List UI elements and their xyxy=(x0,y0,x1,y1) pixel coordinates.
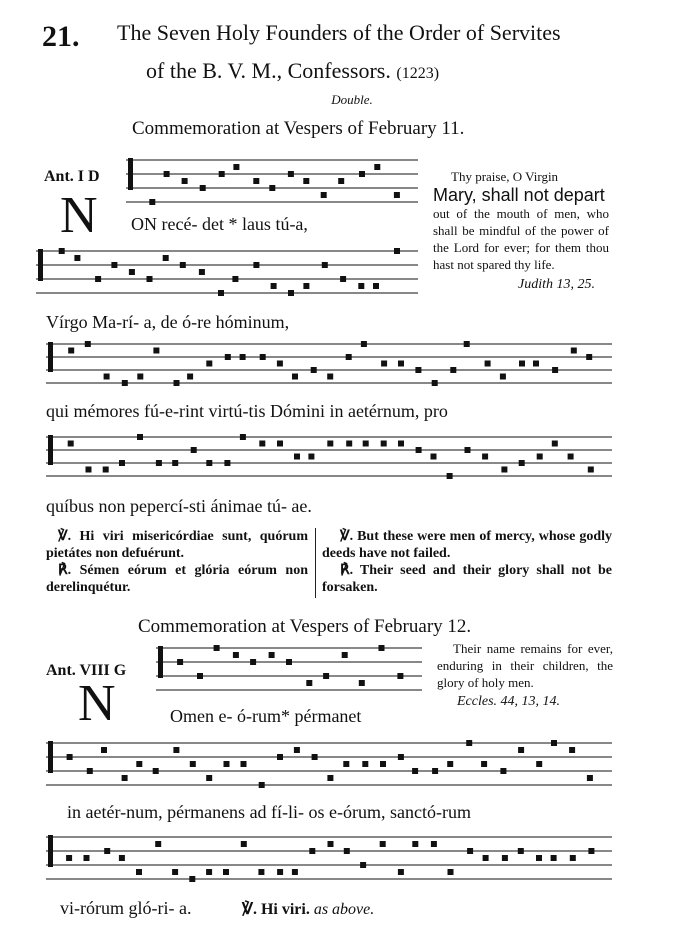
neume xyxy=(394,248,400,254)
neume xyxy=(190,761,196,767)
neume xyxy=(323,673,329,679)
neume xyxy=(416,447,422,453)
neume xyxy=(86,467,92,473)
neume xyxy=(182,178,188,184)
neume xyxy=(312,754,318,760)
neume xyxy=(327,775,333,781)
neume xyxy=(241,841,247,847)
neume xyxy=(187,374,193,380)
neume xyxy=(137,374,143,380)
neume xyxy=(259,782,265,788)
neume xyxy=(206,460,212,466)
neume xyxy=(467,848,473,854)
section1-initial: N xyxy=(60,187,98,244)
neume xyxy=(398,441,404,447)
neume xyxy=(277,441,283,447)
feast-title-line2-text: of the B. V. M., Confessors. xyxy=(146,58,391,83)
neume xyxy=(398,361,404,367)
feast-year: (1223) xyxy=(396,65,440,82)
section2-lyric-3: vi-rórum gló-ri- a. xyxy=(60,898,192,918)
neume xyxy=(321,192,327,198)
neume xyxy=(552,367,558,373)
neume xyxy=(308,454,314,460)
neume xyxy=(277,869,283,875)
neume xyxy=(588,848,594,854)
response-latin: ℟. Sémen eórum et glória eórum non derelinquétur. xyxy=(46,563,308,595)
neume xyxy=(277,361,283,367)
neume xyxy=(552,441,558,447)
feast-rank: Double. xyxy=(331,92,373,107)
neume xyxy=(359,171,365,177)
section2-initial: N xyxy=(78,675,116,732)
neume xyxy=(586,354,592,360)
feast-title-line1: The Seven Holy Founders of the Order of Servites xyxy=(117,20,561,45)
neume xyxy=(253,178,259,184)
neume xyxy=(306,680,312,686)
neume xyxy=(412,768,418,774)
neume xyxy=(412,841,418,847)
neume xyxy=(415,367,421,373)
neume xyxy=(342,652,348,658)
neume xyxy=(322,262,328,268)
neume xyxy=(485,361,491,367)
neume xyxy=(360,862,366,868)
neume xyxy=(122,775,128,781)
neume xyxy=(536,855,542,861)
neume xyxy=(189,876,195,882)
neume xyxy=(394,192,400,198)
neume xyxy=(448,869,454,875)
section1-translation xyxy=(433,168,609,293)
neume xyxy=(568,454,574,460)
neume xyxy=(328,841,334,847)
section2-translation xyxy=(437,640,613,710)
neume xyxy=(149,199,155,205)
neume xyxy=(464,341,470,347)
neume xyxy=(253,262,259,268)
neume xyxy=(381,361,387,367)
section2-versicle-ref-text: ℣. Hi viri. xyxy=(242,901,310,918)
neume xyxy=(358,283,364,289)
neume xyxy=(519,361,525,367)
section1-translation-rest: out of the mouth of men, who shall be mindful of the power of the Lord for ever; for them thou hast not spared thy life. xyxy=(433,206,609,272)
neume xyxy=(191,447,197,453)
neume xyxy=(85,341,91,347)
clef xyxy=(128,158,133,190)
neume xyxy=(569,747,575,753)
neume xyxy=(431,841,437,847)
neume xyxy=(432,380,438,386)
neume xyxy=(588,467,594,473)
neume xyxy=(111,262,117,268)
neume xyxy=(224,761,230,767)
neume xyxy=(259,441,265,447)
neume xyxy=(500,768,506,774)
neume xyxy=(398,754,404,760)
neume xyxy=(122,380,128,386)
neume xyxy=(380,761,386,767)
response-english: ℟. Their seed and their glory shall not be forsaken. xyxy=(322,563,612,595)
neume xyxy=(286,659,292,665)
neume xyxy=(501,467,507,473)
neume xyxy=(294,747,300,753)
neume xyxy=(233,652,239,658)
clef xyxy=(38,249,43,281)
neume xyxy=(466,740,472,746)
neume xyxy=(206,775,212,781)
neume xyxy=(95,276,101,282)
neume xyxy=(240,434,246,440)
versicles-latin xyxy=(46,528,308,596)
neume xyxy=(119,460,125,466)
neume xyxy=(518,848,524,854)
neume xyxy=(74,255,80,261)
neume xyxy=(104,848,110,854)
neume xyxy=(129,269,135,275)
section2-versicle-ref xyxy=(242,899,374,919)
neume xyxy=(199,269,205,275)
neume xyxy=(344,848,350,854)
neume xyxy=(362,761,368,767)
neume xyxy=(67,754,73,760)
neume xyxy=(271,283,277,289)
neume xyxy=(103,467,109,473)
section1-heading: Commemoration at Vespers of February 11. xyxy=(132,118,465,139)
neume xyxy=(200,185,206,191)
neume xyxy=(294,454,300,460)
neume xyxy=(292,374,298,380)
section1-translation-line2: Mary, shall not depart xyxy=(433,185,605,205)
clef xyxy=(48,835,53,867)
neume xyxy=(303,283,309,289)
neume xyxy=(303,178,309,184)
neume xyxy=(431,454,437,460)
neume xyxy=(156,460,162,466)
neume xyxy=(346,441,352,447)
section1-lyric-2: Vírgo Ma-rí- a, de ó-re hóminum, xyxy=(46,312,290,332)
section2-lyric-1: Omen e- ó-rum* pérmanet xyxy=(170,706,362,726)
section2-lyric-2: in aetér-num, pérmanens ad fí-li- os e-órum, sanctó-rum xyxy=(67,802,471,822)
clef xyxy=(158,646,163,678)
neume xyxy=(311,367,317,373)
neume xyxy=(87,768,93,774)
neume xyxy=(101,747,107,753)
neume xyxy=(519,460,525,466)
neume xyxy=(374,164,380,170)
neume xyxy=(343,761,349,767)
neume xyxy=(288,290,294,296)
neume xyxy=(340,276,346,282)
neume xyxy=(206,869,212,875)
neume xyxy=(163,255,169,261)
neume xyxy=(277,754,283,760)
neume xyxy=(153,768,159,774)
section1-translation-line1: Thy praise, O Virgin xyxy=(451,169,559,184)
neume xyxy=(250,659,256,665)
neume xyxy=(197,673,203,679)
neume xyxy=(147,276,153,282)
neume xyxy=(119,855,125,861)
neume xyxy=(551,740,557,746)
neume xyxy=(381,441,387,447)
section1-antiphon-mode: Ant. I D xyxy=(44,168,100,185)
neume xyxy=(180,262,186,268)
clef xyxy=(48,435,53,465)
versicles-english xyxy=(322,528,612,596)
neume xyxy=(214,645,220,651)
neume xyxy=(361,341,367,347)
neume xyxy=(224,460,230,466)
neume xyxy=(450,367,456,373)
neume xyxy=(551,855,557,861)
neume xyxy=(68,441,74,447)
neume xyxy=(241,761,247,767)
section2-versicle-ref-tail: as above. xyxy=(313,901,375,918)
neume xyxy=(447,761,453,767)
neume xyxy=(397,673,403,679)
neume xyxy=(269,185,275,191)
neume xyxy=(338,178,344,184)
neume xyxy=(219,171,225,177)
neume xyxy=(481,761,487,767)
neume xyxy=(536,761,542,767)
neume xyxy=(379,645,385,651)
neume xyxy=(571,348,577,354)
neume xyxy=(155,841,161,847)
neume xyxy=(258,869,264,875)
neume xyxy=(153,348,159,354)
neume xyxy=(68,348,74,354)
neume xyxy=(232,276,238,282)
neume xyxy=(483,855,489,861)
section2-reference: Eccles. 44, 13, 14. xyxy=(457,694,561,709)
neume xyxy=(346,354,352,360)
neume xyxy=(502,855,508,861)
section2-translation-text: Their name remains for ever, enduring in their children, the glory of holy men. xyxy=(437,641,613,690)
neume xyxy=(518,747,524,753)
neume xyxy=(447,473,453,479)
neume xyxy=(432,768,438,774)
section1-lyric-4: quíbus non pepercí-sti ánimae tú- ae. xyxy=(46,496,312,516)
chapter-number: 21. xyxy=(42,20,80,53)
versicle-latin: ℣. Hi viri misericórdiae sunt, quórum pietátes non defuérunt. xyxy=(46,529,308,561)
neume xyxy=(269,652,275,658)
neume xyxy=(240,354,246,360)
neume xyxy=(218,290,224,296)
neume xyxy=(59,248,65,254)
neume xyxy=(533,361,539,367)
neume xyxy=(587,775,593,781)
neume xyxy=(66,855,72,861)
neume xyxy=(288,171,294,177)
neume xyxy=(398,869,404,875)
neume xyxy=(359,680,365,686)
neume xyxy=(500,374,506,380)
neume xyxy=(223,869,229,875)
neume xyxy=(172,460,178,466)
section2-heading: Commemoration at Vespers of February 12. xyxy=(138,616,472,637)
neume xyxy=(309,848,315,854)
versicle-divider xyxy=(315,528,316,598)
neume xyxy=(570,855,576,861)
neume xyxy=(137,434,143,440)
section1-reference: Judith 13, 25. xyxy=(518,277,595,292)
neume xyxy=(363,441,369,447)
neume xyxy=(225,354,231,360)
neume xyxy=(233,164,239,170)
neume xyxy=(292,869,298,875)
neume xyxy=(84,855,90,861)
neume xyxy=(373,283,379,289)
clef xyxy=(48,342,53,372)
neume xyxy=(482,454,488,460)
neume xyxy=(380,841,386,847)
section2-antiphon-mode: Ant. VIII G xyxy=(46,662,127,679)
neume xyxy=(104,374,110,380)
neume xyxy=(164,171,170,177)
neume xyxy=(172,869,178,875)
neume xyxy=(173,747,179,753)
neume xyxy=(136,761,142,767)
section1-lyric-1: ON recé- det * laus tú-a, xyxy=(131,214,308,234)
neume xyxy=(260,354,266,360)
neume xyxy=(327,374,333,380)
neume xyxy=(537,454,543,460)
neume xyxy=(206,361,212,367)
neume xyxy=(327,441,333,447)
neume xyxy=(174,380,180,386)
neume xyxy=(177,659,183,665)
section1-lyric-3: qui mémores fú-e-rint virtú-tis Dómini in aetérnum, pro xyxy=(46,401,448,421)
neume xyxy=(465,447,471,453)
versicle-english: ℣. But these were men of mercy, whose godly deeds have not failed. xyxy=(322,529,612,561)
neume xyxy=(136,869,142,875)
clef xyxy=(48,741,53,773)
